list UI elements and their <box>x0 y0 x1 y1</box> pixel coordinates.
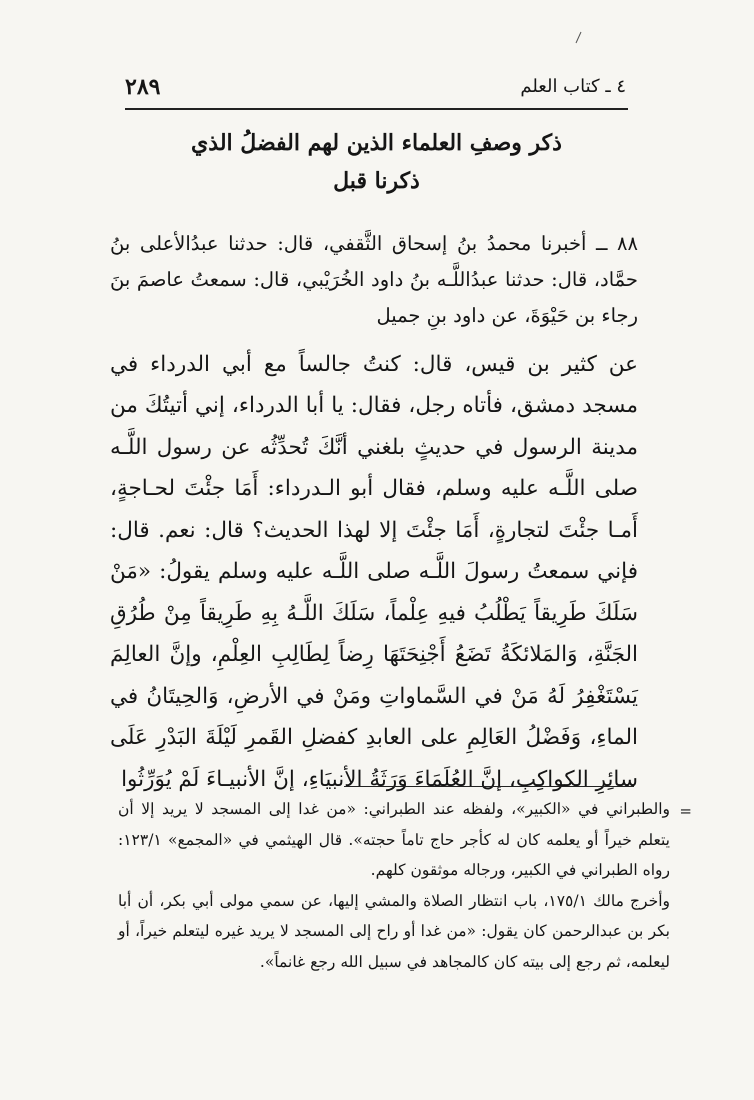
running-head: ٤ ـ كتاب العلم <box>520 76 626 97</box>
footnote-paragraph: والطبراني في «الكبير»، ولفظه عند الطبراني: «من غدا إلى المسجد لا يريد إلا أن يتعلم خيراً أو يعلمه كان له كأجر حاج تاماً حجته». قال الهيثمي في «المجمع» ١٢٣/١: رواه الطبراني في الكبير، ورجاله موثقون كلهم. <box>118 800 670 879</box>
pen-tick-mark <box>575 30 583 44</box>
section-title <box>125 124 628 200</box>
footnote-rule <box>344 786 634 787</box>
hadith-isnad: ٨٨ ــ أخبرنا محمدُ بنُ إسحاق الثَّقفي، قال: حدثنا عبدُالأعلى بنُ حمَّاد، قال: حدثنا عبدُاللَّـه بنُ داود الخُرَيْبي، قال: سمعتُ عاصمَ بنَ رجاء بن حَيْوَةَ، عن داود بنِ جميل <box>110 231 638 327</box>
footnote-continuation-mark: = <box>679 802 692 820</box>
footnote-paragraph: وأخرج مالك ١٧٥/١، باب انتظار الصلاة والمشي إليها، عن سمي مولى أبي بكر، أن أبا بكر بن عبدالرحمن كان يقول: «من غدا أو راح إلى المسجد لا يريد غيره ليتعلم خيراً، أو ليعلمه، ثم رجع إلى بيته كان كالمجاهد في سبيل الله رجع غانماً». <box>118 891 670 971</box>
section-title-line-1: ذكر وصفِ العلماء الذين لهم الفضلُ الذي <box>191 130 562 156</box>
page-header <box>125 74 626 104</box>
section-title-line-2: ذكرنا قبل <box>333 168 420 194</box>
page-number: ٢٨٩ <box>125 74 161 100</box>
footnotes <box>118 794 670 977</box>
hadith-text: عن كثير بن قيس، قال: كنتُ جالساً مع أبي الدرداء في مسجد دمشق، فأتاه رجل، فقال: يا أبا الدرداء، إني أتيتُكَ من مدينة الرسول في حديثٍ بلغني أنَّكَ تُحدِّثُه عن رسول اللَّـه صلى اللَّـه عليه وسلم، فقال أبو الـدرداء: أَمَا جئْتَ لحـاجةٍ، أَمـا جئْتَ لتجارةٍ، أَمَا جئْتَ إلا لهذا الحديث؟ قال: نعم. قال: فإني سمعتُ رسولَ اللَّـه صلى اللَّـه عليه وسلم يقولُ: «مَنْ سَلَكَ طَرِيقاً يَطْلُبُ فيهِ عِلْماً، سَلَكَ اللَّـهُ بِهِ طَرِيقاً مِنْ طُرُقِ الجَنَّةِ، وَالمَلائكَةُ تَضَعُ أَجْنِحَتَهَا رِضاً لِطَالِبِ العِلْمِ، وإنَّ العالِمَ يَسْتَغْفِرُ لَهُ مَنْ في السَّماواتِ ومَنْ في الأرضِ، وَالحِيتَانُ في الماءِ، وَفَضْلُ العَالِمِ على العابدِ كفضلِ القَمرِ لَيْلَةَ البَدْرِ عَلَى سائِرِ الكواكِبِ، إنَّ العُلَمَاءَ وَرَثَةُ الأنبيَاءِ، إنَّ الأنبيـاءَ لَمْ يُوَرِّثُوا <box>110 351 638 792</box>
header-rule <box>125 108 628 110</box>
